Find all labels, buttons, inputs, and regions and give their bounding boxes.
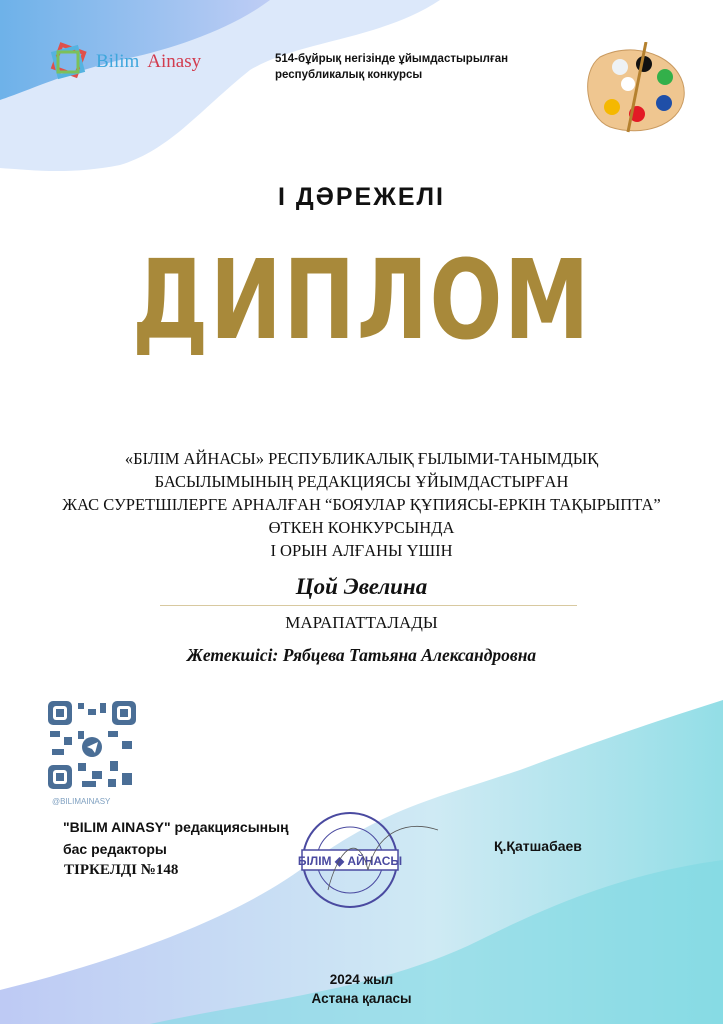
diploma-body bbox=[0, 447, 723, 562]
body-line: БАСЫЛЫМЫНЫҢ РЕДАКЦИЯСЫ ҰЙЫМДАСТЫРҒАН bbox=[154, 472, 569, 491]
name-underline bbox=[160, 605, 577, 606]
official-stamp-icon bbox=[298, 810, 448, 910]
award-text: МАРАПАТТАЛАДЫ bbox=[285, 613, 438, 632]
editor-title bbox=[63, 816, 289, 860]
city-text: Астана қаласы bbox=[311, 991, 412, 1006]
supervisor-text: Жетекшісі: Рябцева Татьяна Александровна bbox=[186, 645, 537, 665]
signer-name: Қ.Қатшабаев bbox=[494, 838, 582, 854]
logo-text-ainasy: Ainasy bbox=[147, 51, 202, 72]
body-line: «БІЛІМ АЙНАСЫ» РЕСПУБЛИКАЛЫҚ ҒЫЛЫМИ-ТАНЫМДЫҚ bbox=[124, 449, 599, 468]
social-handle: @BILIMAINASY bbox=[52, 797, 111, 806]
body-line: І ОРЫН АЛҒАНЫ ҮШІН bbox=[270, 541, 453, 560]
stamp-text: БІЛІМ ◆ АЙНАСЫ bbox=[298, 854, 403, 868]
logo-mark-icon bbox=[46, 40, 90, 84]
logo-text-bilim: Bilim bbox=[96, 51, 140, 72]
registration-number: ТІРКЕЛДІ №148 bbox=[64, 862, 179, 878]
footer bbox=[0, 970, 723, 1008]
year-text: 2024 жыл bbox=[329, 972, 394, 987]
editor-line: "BILIM AINASY" редакциясының bbox=[63, 819, 289, 835]
bilim-ainasy-logo bbox=[46, 40, 201, 84]
contest-subtitle bbox=[275, 51, 508, 83]
subtitle-line: республикалық конкурсы bbox=[275, 69, 423, 81]
paint-palette-icon bbox=[580, 42, 690, 142]
diploma-title: ДИПЛОМ bbox=[132, 236, 591, 364]
body-line: ӨТКЕН КОНКУРСЫНДА bbox=[268, 518, 455, 537]
subtitle-line: 514-бұйрық негізінде ұйымдастырылған bbox=[275, 53, 509, 65]
body-line: ЖАС СУРЕТШІЛЕРГЕ АРНАЛҒАН “БОЯУЛАР ҚҰПИЯСЫ-ЕРКІН ТАҚЫРЫПТА” bbox=[62, 495, 661, 514]
editor-line: бас редакторы bbox=[63, 841, 167, 857]
degree-heading: І ДӘРЕЖЕЛІ bbox=[278, 183, 445, 211]
qr-code-icon bbox=[48, 701, 136, 789]
recipient-name: Цой Эвелина bbox=[295, 574, 428, 599]
